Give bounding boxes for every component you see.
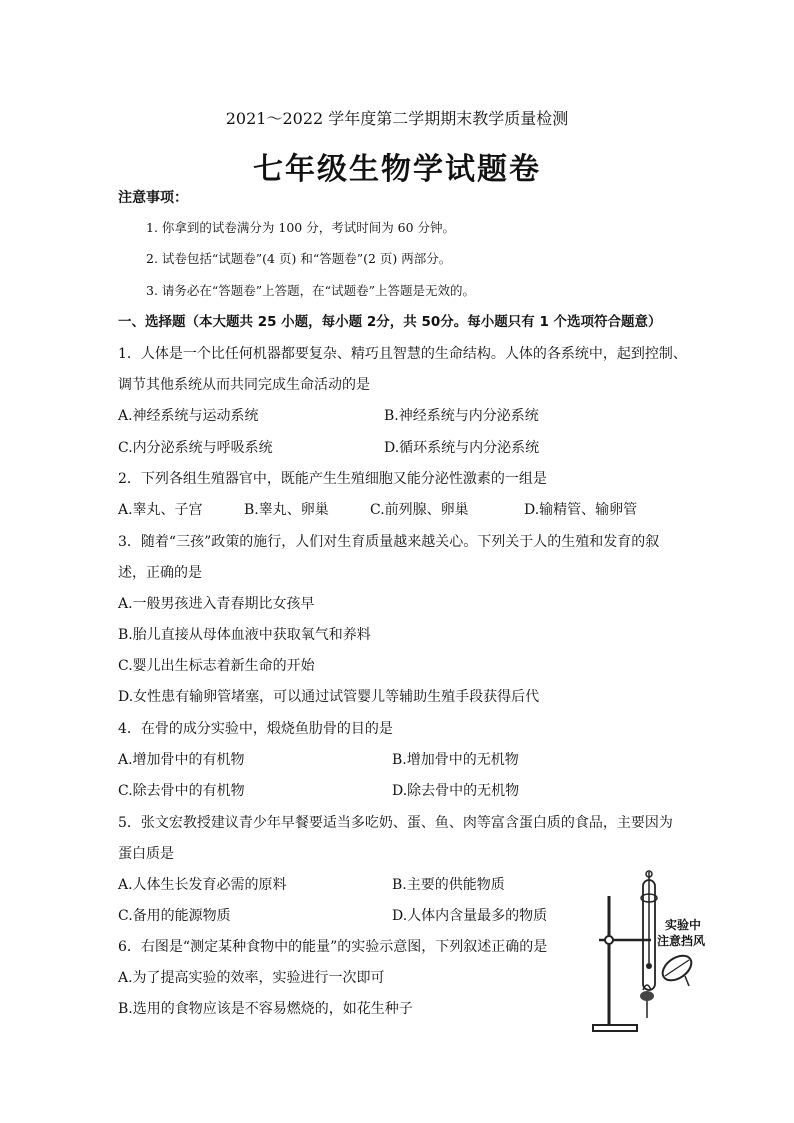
food-energy-apparatus-figure (585, 868, 725, 1038)
q4-stem: 4．在骨的成分实验中，煅烧鱼肋骨的目的是 (118, 721, 393, 737)
notes-heading: 注意事项： (118, 190, 188, 206)
q1-stem-line2: 调节其他系统从而共同完成生命活动的是 (118, 377, 370, 393)
q6-option-b: B.选用的食物应该是不容易燃烧的，如花生种子 (118, 1001, 413, 1017)
paper-title: 七年级生物学试题卷 (253, 152, 541, 187)
q3-stem-line2: 述，正确的是 (118, 565, 202, 581)
apparatus-drawing (585, 868, 725, 1038)
figure-label-line2: 注意挡风 (657, 934, 706, 948)
q5-option-a: A.人体生长发育必需的原料 (118, 877, 287, 893)
q3-option-d: D.女性患有输卵管堵塞，可以通过试管婴儿等辅助生殖手段获得后代 (118, 689, 540, 705)
q3-stem-line1: 3．随着“三孩”政策的施行，人们对生育质量越来越关心。下列关于人的生殖和发育的叙 (118, 534, 660, 550)
q4-option-c: C.除去骨中的有机物 (118, 783, 245, 799)
q3-option-a: A.一般男孩进入青春期比女孩早 (118, 596, 315, 612)
q1-stem-line1: 1．人体是一个比任何机器都要复杂、精巧且智慧的生命结构。人体的各系统中，起到控制、 (118, 346, 687, 362)
q1-option-d: D.循环系统与内分泌系统 (384, 440, 540, 456)
q3-option-c: C.婴儿出生标志着新生命的开始 (118, 658, 315, 674)
note-item-1: 1. 你拿到的试卷满分为 100 分，考试时间为 60 分钟。 (146, 220, 456, 235)
q6-option-a: A.为了提高实验的效率，实验进行一次即可 (118, 970, 385, 986)
q2-stem: 2．下列各组生殖器官中，既能产生生殖细胞又能分泌性激素的一组是 (118, 471, 547, 487)
q5-stem-line2: 蛋白质是 (118, 846, 174, 862)
q5-option-d: D.人体内含量最多的物质 (392, 908, 548, 924)
q4-option-d: D.除去骨中的无机物 (392, 783, 520, 799)
q5-option-c: C.备用的能源物质 (118, 908, 231, 924)
q2-option-c: C.前列腺、卵巢 (370, 502, 469, 518)
q2-option-a: A.睾丸、子宫 (118, 502, 203, 518)
q5-stem-line1: 5．张文宏教授建议青少年早餐要适当多吃奶、蛋、鱼、肉等富含蛋白质的食品，主要因为 (118, 815, 673, 831)
q2-option-b: B.睾丸、卵巢 (244, 502, 329, 518)
section1-heading: 一、选择题（本大题共 25 小题，每小题 2分，共 50分。每小题只有 1 个选项符合题意） (118, 314, 662, 330)
q4-option-a: A.增加骨中的有机物 (118, 752, 245, 768)
q2-option-d: D.输精管、输卵管 (524, 502, 638, 518)
note-item-3: 3. 请务必在“答题卷”上答题，在“试题卷”上答题是无效的。 (146, 283, 475, 298)
q1-option-c: C.内分泌系统与呼吸系统 (118, 440, 273, 456)
q1-option-b: B.神经系统与内分泌系统 (384, 408, 539, 424)
q5-option-b: B.主要的供能物质 (392, 877, 505, 893)
q6-stem: 6．右图是“测定某种食物中的能量”的实验示意图，下列叙述正确的是 (118, 939, 548, 955)
exam-line: 2021～2022 学年度第二学期期末教学质量检测 (225, 109, 569, 128)
note-item-2: 2. 试卷包括“试题卷”(4 页) 和“答题卷”(2 页) 两部分。 (146, 251, 452, 266)
q3-option-b: B.胎儿直接从母体血液中获取氧气和养料 (118, 627, 371, 643)
figure-label-line1: 实验中 (665, 918, 702, 932)
q1-option-a: A.神经系统与运动系统 (118, 408, 259, 424)
q4-option-b: B.增加骨中的无机物 (392, 752, 519, 768)
